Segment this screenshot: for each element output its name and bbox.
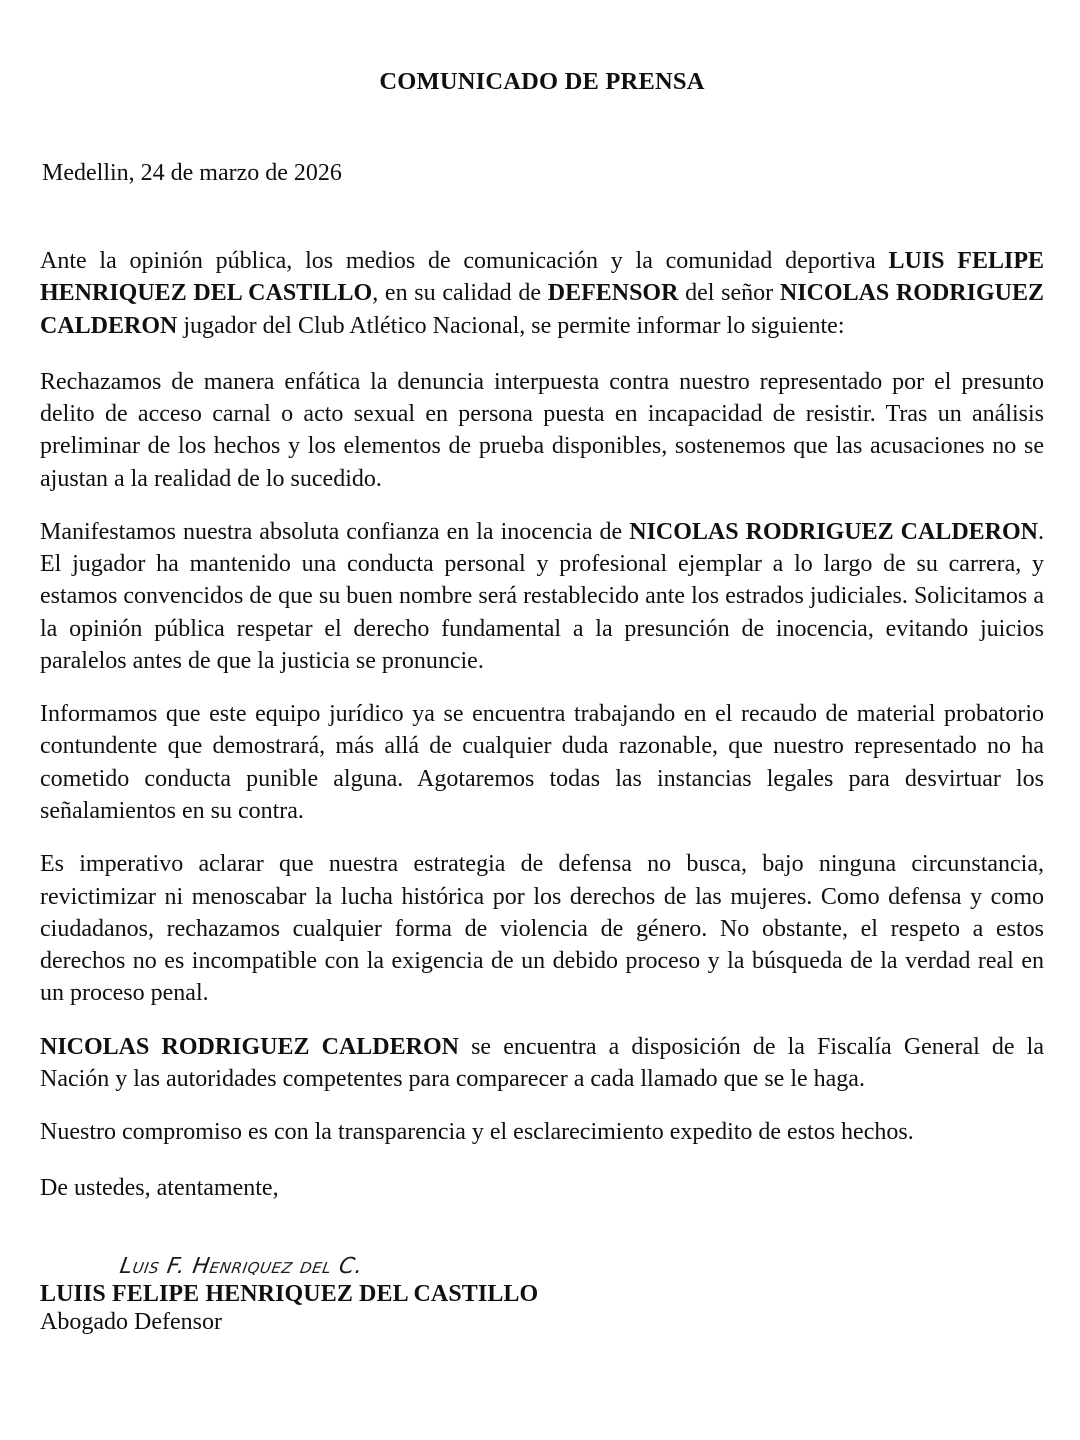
innocence-client-name: NICOLAS RODRIGUEZ CALDERON [629, 518, 1038, 545]
paragraph-intro [40, 245, 1044, 342]
availability-client-name: NICOLAS RODRIGUEZ CALDERON [40, 1033, 459, 1060]
place-and-date: Medellin, 24 de marzo de 2026 [42, 160, 342, 186]
innocence-text-2: . El jugador ha mantenido una conducta personal y profesional ejemplar a lo largo de su carrera, y estamos convencidos de que su buen nombre será restablecido ante los estrados judiciales. Solicitamos a la opinión pública respetar el derecho fundamental a la presunción de inocencia, evitando juicios paralelos antes de que la justicia se pronuncie. [40, 518, 1044, 674]
signer-role: Abogado Defensor [40, 1309, 222, 1336]
handwritten-signature: Luis F. Henriquez del C. [118, 1254, 365, 1280]
intro-client-name: NICOLAS RODRIGUEZ CALDERON [40, 280, 1044, 339]
intro-role: DEFENSOR [547, 280, 679, 307]
paragraph-availability [40, 1031, 1044, 1096]
signature-block [40, 1254, 1044, 1336]
intro-text-4: jugador del Club Atlético Nacional, se permite informar lo siguiente: [177, 312, 845, 339]
closing-line: De ustedes, atentamente, [40, 1175, 279, 1202]
document-body [40, 245, 1044, 1202]
intro-text-1: Ante la opinión pública, los medios de comunicación y la comunidad deportiva [40, 248, 889, 274]
intro-defender-name: LUIS FELIPE HENRIQUEZ DEL CASTILLO [40, 248, 1044, 307]
paragraph-commitment: Nuestro compromiso es con la transparencia y el esclarecimiento expedito de estos hechos. [40, 1119, 914, 1146]
page-title: COMUNICADO DE PRENSA [379, 68, 705, 95]
paragraph-gender-rights: Es imperativo aclarar que nuestra estrategia de defensa no busca, bajo ninguna circunstancia, revictimizar ni menoscabar la lucha histórica por los derechos de las mujeres. Como defensa y como ciudadanos, rechazamos cualquier forma de violencia de género. No obstante, el respeto a estos derechos no es incompatible con la exigencia de un debido proceso y la búsqueda de la verdad real en un proceso penal. [40, 851, 1044, 1007]
innocence-text-1: Manifestamos nuestra absoluta confianza en la inocencia de [40, 518, 630, 545]
paragraph-evidence: Informamos que este equipo jurídico ya se encuentra trabajando en el recaudo de material probatorio contundente que demostrará, más allá de cualquier duda razonable, que nuestro representado no ha cometido conducta punible alguna. Agotaremos todas las instancias legales para desvirtuar los señalamientos en su contra. [40, 701, 1044, 824]
intro-text-2: , en su calidad de [372, 280, 548, 307]
availability-text: se encuentra a disposición de la Fiscalía General de la Nación y las autoridades competentes para comparecer a cada llamado que se le haga. [40, 1033, 1044, 1092]
paragraph-rejection: Rechazamos de manera enfática la denuncia interpuesta contra nuestro representado por el presunto delito de acceso carnal o acto sexual en persona puesta en incapacidad de resistir. Tras un análisis preliminar de los hechos y los elementos de prueba disponibles, sostenemos que las acusaciones no se ajustan a la realidad de lo sucedido. [40, 368, 1044, 492]
signer-name: LUIIS FELIPE HENRIQUEZ DEL CASTILLO [40, 1281, 539, 1308]
paragraph-innocence [40, 516, 1044, 677]
intro-text-3: del señor [678, 280, 780, 307]
